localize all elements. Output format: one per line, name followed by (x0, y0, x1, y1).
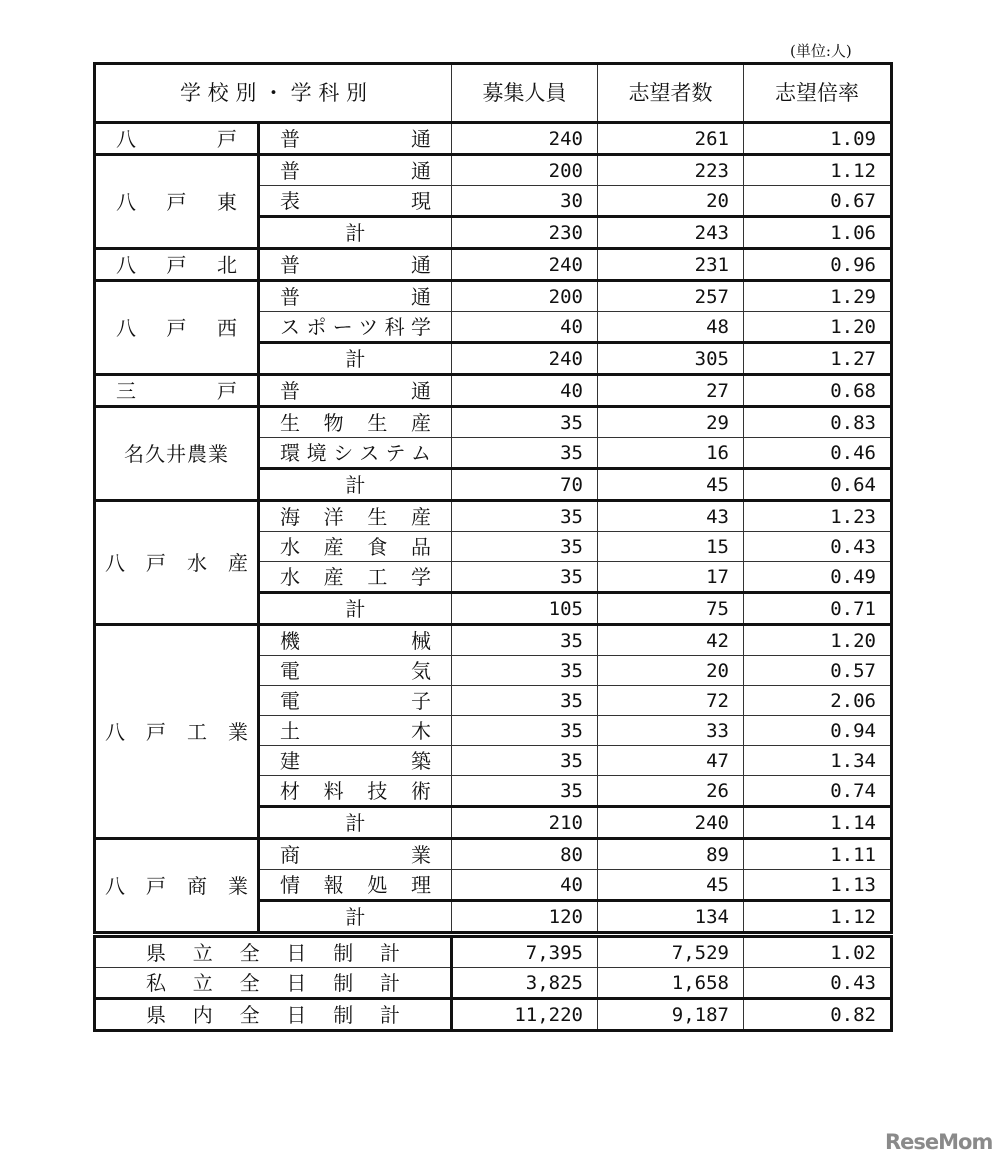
ratio-value: 0.49 (744, 562, 892, 593)
school-name: 八戸 (95, 123, 259, 155)
applicants-value: 20 (598, 186, 744, 217)
department-name: 表現 (259, 186, 452, 217)
applicants-value: 257 (598, 281, 744, 312)
summary-ratio: 1.02 (744, 937, 892, 968)
applicants-value: 42 (598, 625, 744, 656)
school-name: 名久井農業 (95, 407, 259, 501)
table-row (95, 501, 892, 532)
summary-label: 県立全日制計 (95, 937, 452, 968)
applicants-value: 72 (598, 686, 744, 716)
ratio-value: 1.12 (744, 155, 892, 186)
ratio-value: 0.74 (744, 776, 892, 807)
capacity-value: 240 (452, 123, 598, 155)
department-name: 生物生産 (259, 407, 452, 438)
capacity-value: 200 (452, 155, 598, 186)
department-name: 電気 (259, 656, 452, 686)
capacity-value: 35 (452, 501, 598, 532)
school-name: 八戸商業 (95, 839, 259, 933)
department-name: 土木 (259, 716, 452, 746)
subtotal-ratio: 1.06 (744, 217, 892, 249)
ratio-value: 1.20 (744, 312, 892, 343)
ratio-value: 1.13 (744, 870, 892, 901)
applicants-value: 231 (598, 249, 744, 281)
ratio-value: 0.57 (744, 656, 892, 686)
department-name: 建築 (259, 746, 452, 776)
subtotal-capacity: 70 (452, 469, 598, 501)
summary-applicants: 7,529 (598, 937, 744, 968)
subtotal-applicants: 75 (598, 593, 744, 625)
capacity-value: 35 (452, 562, 598, 593)
department-name: 普通 (259, 375, 452, 407)
table-row (95, 123, 892, 155)
ratio-value: 0.46 (744, 438, 892, 469)
department-name: 普通 (259, 281, 452, 312)
capacity-value: 35 (452, 656, 598, 686)
unit-label: (単位:人) (790, 42, 852, 60)
table-row (95, 625, 892, 656)
ratio-value: 1.23 (744, 501, 892, 532)
capacity-value: 30 (452, 186, 598, 217)
subtotal-ratio: 0.64 (744, 469, 892, 501)
ratio-value: 0.94 (744, 716, 892, 746)
applicants-value: 261 (598, 123, 744, 155)
table-row (95, 375, 892, 407)
capacity-value: 35 (452, 407, 598, 438)
department-name: 普通 (259, 155, 452, 186)
subtotal-capacity: 105 (452, 593, 598, 625)
summary-row (95, 968, 892, 999)
capacity-value: 35 (452, 625, 598, 656)
summary-table (93, 935, 893, 1032)
subtotal-label: 計 (259, 807, 452, 839)
header-school-dept: 学 校 別 ・ 学 科 別 (95, 64, 452, 123)
ratio-value: 2.06 (744, 686, 892, 716)
applicants-value: 16 (598, 438, 744, 469)
subtotal-label: 計 (259, 469, 452, 501)
table-row (95, 407, 892, 438)
subtotal-capacity: 120 (452, 901, 598, 933)
table-row (95, 839, 892, 870)
capacity-value: 200 (452, 281, 598, 312)
applicants-value: 45 (598, 870, 744, 901)
table-row (95, 281, 892, 312)
applicants-table (93, 62, 893, 934)
header-row (95, 64, 892, 123)
summary-label: 県内全日制計 (95, 999, 452, 1031)
subtotal-ratio: 1.12 (744, 901, 892, 933)
subtotal-applicants: 134 (598, 901, 744, 933)
applicants-value: 29 (598, 407, 744, 438)
ratio-value: 0.43 (744, 532, 892, 562)
summary-ratio: 0.43 (744, 968, 892, 999)
applicants-value: 43 (598, 501, 744, 532)
ratio-value: 0.83 (744, 407, 892, 438)
subtotal-label: 計 (259, 343, 452, 375)
capacity-value: 40 (452, 312, 598, 343)
department-name: 普通 (259, 249, 452, 281)
department-name: 普通 (259, 123, 452, 155)
capacity-value: 35 (452, 438, 598, 469)
capacity-value: 35 (452, 746, 598, 776)
school-name: 八戸水産 (95, 501, 259, 625)
capacity-value: 40 (452, 870, 598, 901)
department-name: 環境システム (259, 438, 452, 469)
subtotal-label: 計 (259, 593, 452, 625)
applicants-value: 26 (598, 776, 744, 807)
ratio-value: 1.34 (744, 746, 892, 776)
summary-applicants: 9,187 (598, 999, 744, 1031)
capacity-value: 240 (452, 249, 598, 281)
department-name: 商業 (259, 839, 452, 870)
subtotal-ratio: 1.14 (744, 807, 892, 839)
applicants-value: 27 (598, 375, 744, 407)
ratio-value: 0.68 (744, 375, 892, 407)
subtotal-ratio: 1.27 (744, 343, 892, 375)
department-name: 機械 (259, 625, 452, 656)
capacity-value: 80 (452, 839, 598, 870)
capacity-value: 35 (452, 776, 598, 807)
applicants-value: 20 (598, 656, 744, 686)
header-capacity: 募集人員 (452, 64, 598, 123)
table-row (95, 249, 892, 281)
summary-capacity: 11,220 (452, 999, 598, 1031)
summary-ratio: 0.82 (744, 999, 892, 1031)
applicants-value: 33 (598, 716, 744, 746)
department-name: 情報処理 (259, 870, 452, 901)
applicants-value: 89 (598, 839, 744, 870)
summary-row (95, 937, 892, 968)
table-row (95, 155, 892, 186)
subtotal-applicants: 240 (598, 807, 744, 839)
department-name: 水産食品 (259, 532, 452, 562)
subtotal-label: 計 (259, 217, 452, 249)
subtotal-applicants: 305 (598, 343, 744, 375)
capacity-value: 40 (452, 375, 598, 407)
school-name: 三戸 (95, 375, 259, 407)
department-name: 海洋生産 (259, 501, 452, 532)
subtotal-ratio: 0.71 (744, 593, 892, 625)
resemom-logo: ReseMom (885, 1130, 993, 1154)
summary-capacity: 3,825 (452, 968, 598, 999)
summary-applicants: 1,658 (598, 968, 744, 999)
school-name: 八戸工業 (95, 625, 259, 839)
applicants-value: 17 (598, 562, 744, 593)
subtotal-applicants: 243 (598, 217, 744, 249)
ratio-value: 0.96 (744, 249, 892, 281)
applicants-value: 48 (598, 312, 744, 343)
summary-row (95, 999, 892, 1031)
header-ratio: 志望倍率 (744, 64, 892, 123)
applicants-value: 47 (598, 746, 744, 776)
school-name: 八戸東 (95, 155, 259, 249)
subtotal-applicants: 45 (598, 469, 744, 501)
subtotal-label: 計 (259, 901, 452, 933)
school-name: 八戸北 (95, 249, 259, 281)
subtotal-capacity: 240 (452, 343, 598, 375)
department-name: 電子 (259, 686, 452, 716)
capacity-value: 35 (452, 686, 598, 716)
applicants-value: 15 (598, 532, 744, 562)
ratio-value: 1.29 (744, 281, 892, 312)
capacity-value: 35 (452, 716, 598, 746)
department-name: 材料技術 (259, 776, 452, 807)
capacity-value: 35 (452, 532, 598, 562)
summary-label: 私立全日制計 (95, 968, 452, 999)
ratio-value: 0.67 (744, 186, 892, 217)
summary-capacity: 7,395 (452, 937, 598, 968)
department-name: 水産工学 (259, 562, 452, 593)
applicants-value: 223 (598, 155, 744, 186)
ratio-value: 1.09 (744, 123, 892, 155)
subtotal-capacity: 210 (452, 807, 598, 839)
ratio-value: 1.20 (744, 625, 892, 656)
department-name: スポーツ科学 (259, 312, 452, 343)
subtotal-capacity: 230 (452, 217, 598, 249)
header-applicants: 志望者数 (598, 64, 744, 123)
ratio-value: 1.11 (744, 839, 892, 870)
school-name: 八戸西 (95, 281, 259, 375)
